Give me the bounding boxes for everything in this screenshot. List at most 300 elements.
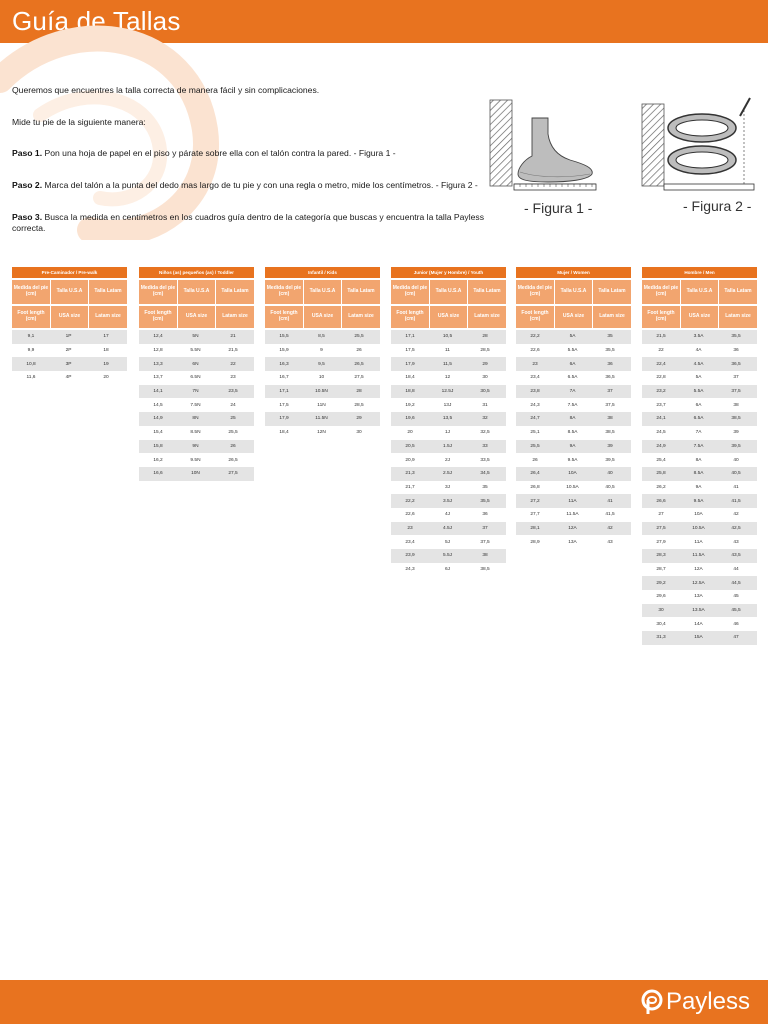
table-cell: 13,3 — [153, 361, 163, 367]
table-title: Pre-Caminador / Pre-walk — [12, 267, 127, 278]
step-text: Busca la medida en centímetros en los cuadros guía dentro de la categoría que buscas y encuentra la talla Payless correcta. — [12, 211, 484, 233]
table-cell: 36,5 — [605, 375, 615, 381]
table-cell: 33 — [482, 443, 488, 449]
table-cell: 26 — [532, 457, 538, 463]
table-cell: 5.5A — [693, 389, 704, 395]
table-cell: 9,5 — [318, 361, 325, 367]
table-cell: 14,1 — [153, 389, 163, 395]
page-title: Guía de Tallas — [12, 6, 181, 36]
table-row — [642, 494, 757, 508]
column-header: Talla U.S.A — [304, 280, 341, 304]
table-cell: 37,5 — [731, 389, 741, 395]
table-cell: 25,8 — [656, 471, 666, 477]
table-row — [642, 549, 757, 563]
table-cell: 35,5 — [731, 334, 741, 340]
table-cell: 40 — [733, 457, 739, 463]
table-cell: 8.5A — [693, 471, 704, 477]
table-cell: 4J — [444, 512, 451, 518]
table-cell: 24,3 — [530, 402, 540, 408]
table-cell: 1.5J — [442, 443, 453, 449]
table-cell: 29 — [482, 361, 488, 367]
table-cell: 20 — [407, 430, 413, 436]
table-cell: 30 — [658, 608, 664, 614]
table-cell: 15,5 — [279, 334, 289, 340]
table-cell: 17,1 — [279, 389, 289, 395]
column-header: Talla Latam — [342, 280, 380, 304]
table-cell: 18,8 — [405, 389, 415, 395]
table-cell: 12A — [694, 567, 703, 573]
table-cell: 45 — [733, 594, 739, 600]
table-cell: 11.5N — [315, 416, 328, 422]
step-1 — [12, 148, 512, 159]
table-cell: 10.5A — [566, 484, 579, 490]
step-3 — [12, 212, 512, 233]
table-cell: 17,1 — [405, 334, 415, 340]
table-row — [642, 563, 757, 577]
table-cell: 1P — [65, 334, 72, 340]
table-row — [516, 467, 631, 481]
column-header: Talla Latam — [89, 280, 127, 304]
table-header-row — [516, 280, 631, 304]
table-cell: 4.5A — [693, 361, 704, 367]
table-cell: 44,5 — [731, 580, 741, 586]
table-cell: 28,1 — [530, 525, 540, 531]
column-header: Latam size — [89, 306, 127, 328]
size-table — [265, 267, 380, 440]
table-header-row — [139, 280, 254, 304]
table-cell: 21,3 — [405, 471, 415, 477]
table-cell: 23,2 — [656, 389, 666, 395]
table-cell: 9.5A — [693, 498, 704, 504]
table-cell: 12A — [568, 525, 577, 531]
table-cell: 41 — [607, 498, 613, 504]
column-header: USA size — [681, 306, 718, 328]
table-row — [642, 412, 757, 426]
table-cell: 6J — [444, 567, 451, 573]
table-row — [642, 576, 757, 590]
table-cell: 25,5 — [354, 334, 364, 340]
column-header: Talla U.S.A — [178, 280, 215, 304]
intro-line: Queremos que encuentres la talla correcta de manera fácil y sin complicaciones. — [12, 85, 320, 95]
table-row — [516, 344, 631, 358]
table-row — [139, 412, 254, 426]
table-cell: 27,5 — [656, 525, 666, 531]
table-cell: 22 — [658, 348, 664, 354]
table-cell: 17,9 — [405, 361, 415, 367]
table-cell: 24,3 — [405, 567, 415, 573]
table-cell: 9,9 — [27, 348, 35, 354]
table-row — [391, 398, 506, 412]
table-cell: 19,6 — [405, 416, 415, 422]
instructions — [12, 85, 512, 254]
table-cell: 24,7 — [530, 416, 540, 422]
table-cell: 36 — [733, 348, 739, 354]
intro-measure-line: Mide tu pie de la siguiente manera: — [12, 116, 146, 127]
table-cell: 29 — [356, 416, 362, 422]
table-cell: 36 — [607, 361, 613, 367]
table-cell: 13,7 — [153, 375, 163, 381]
payless-logo — [640, 988, 750, 1016]
table-cell: 8,5 — [318, 334, 325, 340]
table-cell: 5.5N — [190, 348, 201, 354]
column-header: Medida del pie (cm) — [516, 280, 554, 304]
table-cell: 46 — [733, 621, 739, 627]
column-header: Medida del pie (cm) — [265, 280, 303, 304]
table-cell: 11A — [568, 498, 577, 504]
table-cell: 11.5A — [692, 553, 705, 559]
table-row — [642, 357, 757, 371]
table-row — [516, 535, 631, 549]
table-cell: 38,5 — [605, 430, 615, 436]
table-cell: 25,4 — [656, 457, 666, 463]
table-cell: 12,4 — [153, 334, 163, 340]
table-cell: 10 — [318, 375, 325, 381]
table-cell: 30,4 — [656, 621, 666, 627]
table-cell: 18,4 — [279, 430, 289, 436]
table-cell: 36,5 — [731, 361, 741, 367]
table-cell: 11N — [317, 402, 326, 408]
table-row — [516, 453, 631, 467]
table-row — [391, 481, 506, 495]
table-row — [642, 330, 757, 344]
table-cell: 25,5 — [228, 430, 238, 436]
table-row — [265, 344, 380, 358]
table-cell: 3J — [444, 484, 451, 490]
table-cell: 37 — [733, 375, 739, 381]
table-cell: 21,7 — [405, 484, 415, 490]
table-cell: 10N — [191, 471, 200, 477]
table-cell: 16,7 — [279, 375, 289, 381]
table-cell: 28 — [356, 389, 362, 395]
table-cell: 35 — [607, 334, 613, 340]
table-cell: 16,6 — [153, 471, 163, 477]
table-cell: 27,5 — [354, 375, 364, 381]
table-row — [642, 371, 757, 385]
table-cell: 30,5 — [480, 389, 490, 395]
table-cell: 3.5J — [442, 498, 453, 504]
table-cell: 40,5 — [731, 471, 741, 477]
table-cell: 21,5 — [228, 348, 238, 354]
table-cell: 36 — [482, 512, 488, 518]
table-cell: 12,8 — [153, 348, 163, 354]
table-cell: 17,5 — [279, 402, 289, 408]
table-cell: 38 — [733, 402, 739, 408]
table-header-row — [139, 306, 254, 328]
table-cell: 13A — [568, 539, 577, 545]
table-cell: 10,8 — [26, 361, 36, 367]
table-row — [139, 385, 254, 399]
table-cell: 45,5 — [731, 608, 741, 614]
table-cell: 11,5 — [443, 361, 452, 367]
column-header: USA size — [51, 306, 88, 328]
table-row — [391, 467, 506, 481]
table-cell: 13A — [694, 594, 703, 600]
table-cell: 14A — [694, 621, 703, 627]
table-cell: 17,9 — [279, 416, 289, 422]
table-row — [642, 604, 757, 618]
table-row — [391, 330, 506, 344]
step-label: Paso 1. — [12, 148, 43, 159]
table-cell: 35,5 — [605, 348, 615, 354]
table-row — [139, 467, 254, 481]
size-table — [12, 267, 127, 385]
table-header-row — [642, 306, 757, 328]
table-cell: 23,8 — [530, 389, 540, 395]
table-cell: 18 — [103, 348, 109, 354]
column-header: Talla U.S.A — [555, 280, 592, 304]
table-cell: 10A — [568, 471, 577, 477]
table-cell: 32 — [482, 416, 488, 422]
table-cell: 29,6 — [656, 594, 666, 600]
table-cell: 12 — [444, 375, 451, 381]
table-row — [642, 617, 757, 631]
step-2 — [12, 180, 512, 191]
table-cell: 7.5N — [190, 402, 201, 408]
table-cell: 26,6 — [656, 498, 666, 504]
table-cell: 27,9 — [656, 539, 666, 545]
table-row — [642, 481, 757, 495]
table-row — [391, 522, 506, 536]
table-row — [12, 330, 127, 344]
table-cell: 7A — [569, 389, 576, 395]
table-cell: 31 — [482, 402, 488, 408]
table-cell: 44 — [733, 567, 739, 573]
table-row — [265, 412, 380, 426]
table-cell: 7N — [192, 389, 199, 395]
size-table — [642, 267, 757, 645]
table-cell: 38,5 — [480, 567, 490, 573]
table-cell: 32,5 — [480, 430, 490, 436]
table-cell: 37 — [482, 525, 488, 531]
table-row — [12, 344, 127, 358]
table-cell: 23 — [532, 361, 538, 367]
table-cell: 6N — [192, 361, 199, 367]
table-cell: 20,9 — [405, 457, 415, 463]
table-row — [516, 412, 631, 426]
table-row — [391, 371, 506, 385]
table-title: Niños (as) pequeños (as) / Toddler — [139, 267, 254, 278]
table-cell: 5A — [695, 375, 702, 381]
table-cell: 37,5 — [605, 402, 615, 408]
table-cell: 16,2 — [153, 457, 163, 463]
table-cell: 41,5 — [605, 512, 615, 518]
table-cell: 22,8 — [656, 375, 666, 381]
table-cell: 23,7 — [656, 402, 666, 408]
column-header: Talla Latam — [216, 280, 254, 304]
table-cell: 42,5 — [731, 525, 741, 531]
table-cell: 15A — [694, 635, 703, 641]
table-cell: 5.5J — [442, 553, 453, 559]
column-header: Foot length (cm) — [139, 306, 177, 328]
column-header: Talla U.S.A — [51, 280, 88, 304]
table-row — [516, 494, 631, 508]
table-row — [139, 398, 254, 412]
column-header: Talla U.S.A — [681, 280, 718, 304]
table-cell: 22,6 — [405, 512, 415, 518]
table-cell: 9A — [695, 484, 702, 490]
table-cell: 41 — [733, 484, 739, 490]
table-cell: 14,9 — [153, 416, 163, 422]
table-cell: 25,1 — [530, 430, 540, 436]
table-cell: 6.5A — [567, 375, 578, 381]
table-row — [516, 440, 631, 454]
step-label: Paso 3. — [12, 211, 43, 222]
table-row — [516, 508, 631, 522]
table-row — [391, 412, 506, 426]
table-row — [516, 398, 631, 412]
table-cell: 28,5 — [354, 402, 364, 408]
table-cell: 17,5 — [405, 348, 415, 354]
table-cell: 22,6 — [530, 348, 540, 354]
table-cell: 21,5 — [656, 334, 666, 340]
table-cell: 27,2 — [530, 498, 540, 504]
table-row — [139, 357, 254, 371]
table-cell: 30 — [356, 430, 362, 436]
figure-1-caption: - Figura 1 - — [524, 200, 593, 216]
table-cell: 27,5 — [228, 471, 238, 477]
table-cell: 12N — [317, 430, 326, 436]
table-cell: 4A — [695, 348, 702, 354]
table-cell: 3P — [65, 361, 72, 367]
table-row — [391, 453, 506, 467]
table-header-row — [12, 306, 127, 328]
table-cell: 10.5N — [315, 389, 328, 395]
table-cell: 8.5N — [190, 430, 201, 436]
payless-logo-icon — [640, 989, 664, 1015]
table-row — [642, 453, 757, 467]
table-cell: 8A — [695, 457, 702, 463]
table-cell: 15,9 — [279, 348, 289, 354]
table-cell: 13.5A — [692, 608, 705, 614]
table-row — [516, 357, 631, 371]
table-row — [516, 522, 631, 536]
column-header: Talla Latam — [719, 280, 757, 304]
table-cell: 28,3 — [656, 553, 666, 559]
table-cell: 26,2 — [656, 484, 666, 490]
logo-text: Payless — [665, 988, 750, 1015]
column-header: Talla U.S.A — [430, 280, 467, 304]
table-cell: 6A — [695, 402, 702, 408]
table-cell: 43 — [733, 539, 739, 545]
table-cell: 26 — [230, 443, 236, 449]
table-row — [139, 344, 254, 358]
table-cell: 13,5 — [442, 416, 453, 422]
table-cell: 19 — [103, 361, 109, 367]
table-row — [391, 549, 506, 563]
table-cell: 4.5J — [442, 525, 453, 531]
table-cell: 23 — [407, 525, 413, 531]
table-cell: 24,1 — [656, 416, 666, 422]
table-cell: 1J — [444, 430, 451, 436]
table-row — [516, 371, 631, 385]
table-cell: 11A — [694, 539, 703, 545]
table-row — [642, 590, 757, 604]
table-cell: 10.5A — [692, 525, 705, 531]
table-cell: 26,5 — [228, 457, 238, 463]
table-cell: 42 — [607, 525, 613, 531]
table-row — [265, 371, 380, 385]
table-cell: 7.5A — [567, 402, 578, 408]
table-title: Hombre / Men — [642, 267, 757, 278]
table-row — [391, 494, 506, 508]
table-cell: 6.5A — [693, 416, 704, 422]
table-cell: 28,5 — [480, 348, 490, 354]
table-cell: 2P — [65, 348, 72, 354]
table-row — [642, 344, 757, 358]
table-cell: 28 — [482, 334, 488, 340]
table-cell: 7A — [695, 430, 702, 436]
table-cell: 24 — [230, 402, 236, 408]
table-title: Infantil / Kids — [265, 267, 380, 278]
table-cell: 10A — [694, 512, 703, 518]
table-cell: 12.5A — [692, 580, 705, 586]
table-cell: 38,5 — [731, 416, 741, 422]
column-header: Foot length (cm) — [391, 306, 429, 328]
step-label: Paso 2. — [12, 180, 43, 191]
table-row — [516, 385, 631, 399]
table-row — [642, 535, 757, 549]
column-header: USA size — [178, 306, 215, 328]
table-row — [12, 357, 127, 371]
table-header-row — [265, 280, 380, 304]
table-cell: 9N — [192, 443, 199, 449]
table-title: Junior (Mujer y Hombre) / Youth — [391, 267, 506, 278]
table-cell: 8A — [569, 416, 576, 422]
table-row — [139, 330, 254, 344]
table-cell: 33,5 — [480, 457, 490, 463]
table-cell: 20 — [103, 375, 109, 381]
table-cell: 24,9 — [656, 443, 666, 449]
column-header: Latam size — [216, 306, 254, 328]
table-header-row — [12, 280, 127, 304]
table-cell: 2J — [444, 457, 451, 463]
table-cell: 22 — [230, 361, 236, 367]
table-cell: 40,5 — [605, 484, 615, 490]
table-cell: 14,5 — [153, 402, 163, 408]
table-row — [139, 371, 254, 385]
table-cell: 2.5J — [442, 471, 453, 477]
table-row — [642, 385, 757, 399]
table-cell: 24,5 — [656, 430, 666, 436]
table-cell: 7.5A — [693, 443, 704, 449]
table-header-row — [391, 280, 506, 304]
table-header-row — [516, 306, 631, 328]
table-cell: 9A — [569, 443, 576, 449]
column-header: Foot length (cm) — [642, 306, 680, 328]
column-header: Medida del pie (cm) — [12, 280, 50, 304]
table-cell: 15,8 — [153, 443, 163, 449]
table-cell: 28,9 — [530, 539, 540, 545]
table-cell: 30 — [482, 375, 488, 381]
table-row — [265, 426, 380, 440]
table-cell: 22,2 — [405, 498, 415, 504]
table-cell: 5J — [444, 539, 451, 545]
table-row — [391, 344, 506, 358]
table-cell: 17 — [103, 334, 109, 340]
table-cell: 27,7 — [530, 512, 540, 518]
table-cell: 5.5A — [567, 348, 578, 354]
table-cell: 9.5A — [567, 457, 578, 463]
table-row — [642, 467, 757, 481]
table-header-row — [265, 306, 380, 328]
table-cell: 37 — [607, 389, 613, 395]
table-cell: 13J — [443, 402, 452, 408]
table-cell: 9 — [320, 348, 323, 354]
table-cell: 3.5A — [693, 334, 704, 340]
table-cell: 23,9 — [405, 553, 415, 559]
table-cell: 26,4 — [530, 471, 540, 477]
table-row — [516, 481, 631, 495]
